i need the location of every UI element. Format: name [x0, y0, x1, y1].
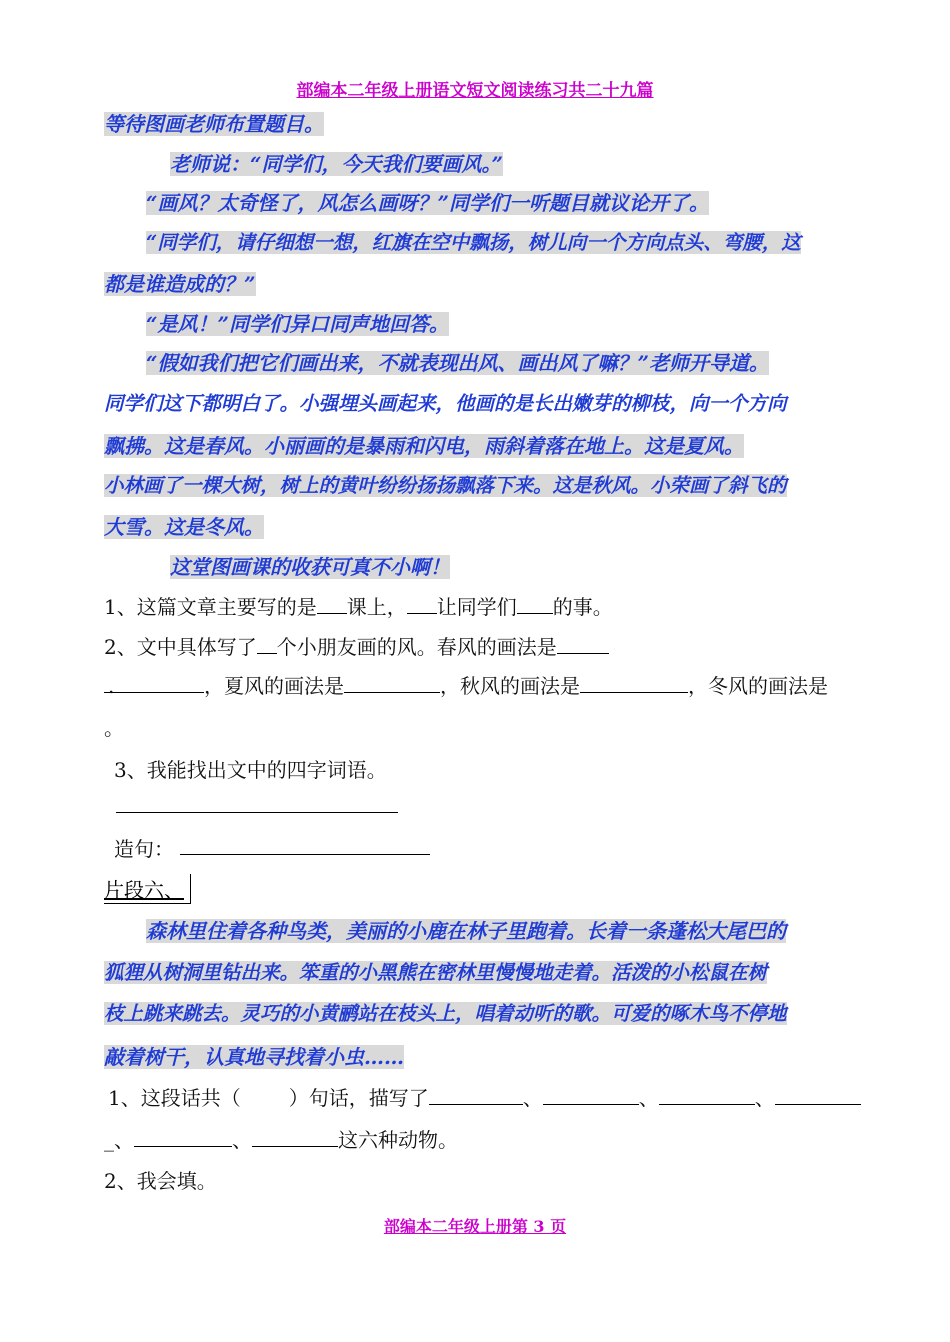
answer-blank[interactable]: .	[104, 674, 204, 693]
sentence-label: 造句：	[114, 837, 174, 861]
answer-blank[interactable]	[517, 595, 553, 614]
question-4-line-2: _、 、 这六种动物。	[104, 1128, 458, 1152]
story2-line-4: 敲着树干，认真地寻找着小虫……	[104, 1045, 404, 1069]
story1-line-6: “是风！”同学们异口同声地回答。	[146, 312, 450, 336]
question-3: 3、我能找出文中的四字词语。	[114, 758, 387, 782]
question-5: 2、我会填。	[104, 1169, 217, 1193]
question-2-line-1: 2、文中具体写了 个小朋友画的风。春风的画法是	[104, 631, 609, 660]
question-1: 1、这篇文章主要写的是 课上， 让同学们 的事。	[104, 595, 613, 619]
page-footer: 部编本二年级上册第 3 页	[383, 1217, 567, 1236]
answer-blank[interactable]	[580, 674, 688, 693]
answer-blank[interactable]	[775, 1086, 861, 1105]
page-header: 部编本二年级上册语文短文阅读练习共二十九篇	[296, 81, 654, 101]
answer-blank[interactable]	[344, 674, 440, 693]
story2-line-2: 狐狸从树洞里钻出来。笨重的小黑熊在密林里慢慢地走着。活泼的小松鼠在树	[104, 961, 768, 984]
question-4-line-1: 1、这段话共（ ）句话，描写了 、 、 、	[108, 1082, 861, 1111]
story1-line-2: 老师说：“同学们，今天我们要画风。”	[170, 152, 504, 176]
story1-line-10: 小林画了一棵大树，树上的黄叶纷纷扬扬飘落下来。这是秋风。小荣画了斜飞的	[104, 474, 787, 497]
answer-blank[interactable]	[543, 1086, 639, 1105]
story1-line-3: “画风？太奇怪了，风怎么画呀？”同学们一听题目就议论开了。	[146, 191, 710, 215]
story1-line-4: “同学们，请仔细想一想，红旗在空中飘扬，树儿向一个方向点头、弯腰，这	[146, 231, 801, 254]
sentence-answer-line[interactable]	[180, 854, 430, 855]
answer-blank[interactable]	[134, 1128, 232, 1147]
answer-blank[interactable]	[257, 635, 277, 654]
story1-line-12: 这堂图画课的收获可真不小啊！	[170, 555, 450, 579]
story1-line-8: 同学们这下都明白了。小强埋头画起来，他画的是长出嫩芽的柳枝，向一个方向	[104, 392, 787, 415]
answer-blank[interactable]	[252, 1128, 338, 1147]
story1-line-9: 飘拂。这是春风。小丽画的是暴雨和闪电，雨斜着落在地上。这是夏风。	[104, 434, 744, 458]
answer-blank[interactable]	[407, 595, 437, 614]
story2-line-3: 枝上跳来跳去。灵巧的小黄鹂站在枝头上，唱着动听的歌。可爱的啄木鸟不停地	[104, 1002, 787, 1025]
question-2-line-3: 。	[104, 716, 124, 740]
story1-line-11: 大雪。这是冬风。	[104, 515, 264, 539]
question-2-line-2: . ，夏风的画法是 ，秋风的画法是 ，冬风的画法是	[104, 670, 828, 699]
story1-line-7: “假如我们把它们画出来，不就表现出风、画出风了嘛？”老师开导道。	[146, 351, 770, 375]
answer-blank[interactable]	[659, 1086, 755, 1105]
answer-blank[interactable]	[429, 1086, 523, 1105]
section-title: 片段六、	[104, 874, 191, 904]
story1-line-5: 都是谁造成的？”	[104, 272, 256, 296]
answer-blank[interactable]	[317, 595, 347, 614]
story2-line-1: 森林里住着各种鸟类，美丽的小鹿在林子里跑着。长着一条蓬松大尾巴的	[146, 919, 786, 943]
answer-blank[interactable]	[557, 635, 609, 654]
story1-line-1: 等待图画老师布置题目。	[104, 112, 324, 136]
answer-line[interactable]	[116, 812, 398, 813]
